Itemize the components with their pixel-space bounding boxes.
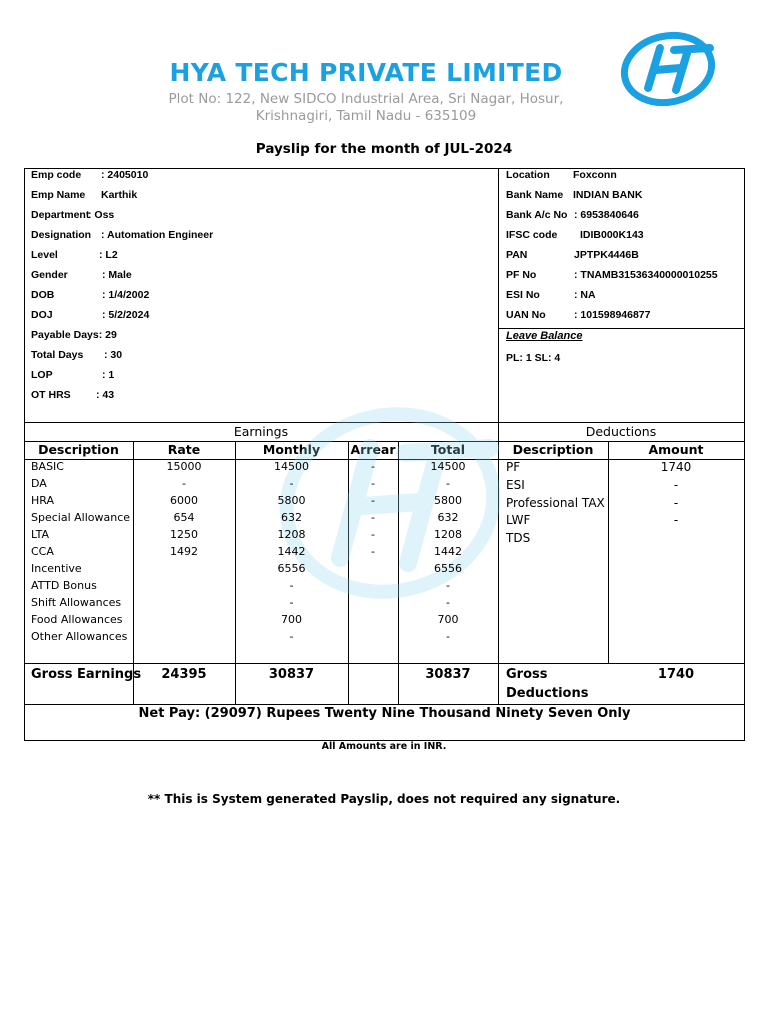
earning-total: 700 bbox=[437, 613, 459, 626]
company-address-line1: Plot No: 122, New SIDCO Industrial Area, Sri Nagar, Hosur, bbox=[168, 91, 564, 107]
earning-arrear: - bbox=[371, 494, 375, 507]
earning-arrear: - bbox=[371, 528, 375, 541]
earning-rate: 654 bbox=[173, 511, 195, 524]
col-head-amount: Amount bbox=[648, 442, 704, 457]
employee-field-value: Karthik bbox=[101, 189, 138, 201]
currency-note: All Amounts are in INR. bbox=[321, 741, 447, 752]
bank-field-label: ESI No bbox=[506, 289, 540, 301]
deduction-amount: 1740 bbox=[660, 460, 692, 474]
bank-field-label: PF No bbox=[506, 269, 537, 281]
leave-balance-values: PL: 1 SL: 4 bbox=[506, 352, 561, 364]
earning-monthly: - bbox=[289, 630, 294, 643]
earning-description: BASIC bbox=[31, 460, 64, 473]
bank-field-label: Bank A/c No bbox=[506, 209, 568, 221]
deduction-amount: - bbox=[673, 495, 679, 510]
bank-field-value: IDIB000K143 bbox=[580, 229, 644, 241]
earning-total: 5800 bbox=[434, 494, 462, 507]
deduction-description: Professional TAX bbox=[506, 495, 605, 510]
gross-earnings-label: Gross Earnings bbox=[31, 667, 142, 682]
col-head-monthly: Monthly bbox=[262, 442, 321, 457]
deduction-description: LWF bbox=[506, 513, 531, 528]
employee-field-value: : 30 bbox=[104, 349, 123, 361]
earning-rate: 6000 bbox=[170, 494, 198, 507]
gross-deductions-label-line1: Gross bbox=[506, 667, 548, 682]
earning-arrear: - bbox=[371, 511, 375, 524]
grand-total: 30837 bbox=[425, 667, 471, 682]
earning-rate: 1492 bbox=[170, 545, 198, 558]
earning-monthly: - bbox=[289, 596, 294, 609]
company-address-line2: Krishnagiri, Tamil Nadu - 635109 bbox=[255, 108, 477, 124]
deduction-description: PF bbox=[506, 460, 521, 474]
earning-monthly: 1442 bbox=[277, 545, 306, 558]
rate-total: 24395 bbox=[161, 667, 207, 682]
earning-arrear: - bbox=[371, 460, 375, 473]
leave-balance-heading: Leave Balance bbox=[506, 330, 583, 342]
employee-field-value: : Oss bbox=[88, 209, 115, 221]
deduction-amount: - bbox=[673, 513, 679, 528]
employee-field-label: LOP bbox=[31, 369, 53, 381]
employee-field-label: Gender bbox=[31, 269, 68, 281]
deductions-heading: Deductions bbox=[585, 424, 657, 439]
bank-field-label: PAN bbox=[506, 249, 528, 261]
bank-field-label: IFSC code bbox=[506, 229, 558, 241]
earning-description: Other Allowances bbox=[31, 630, 128, 643]
employee-field-value: : L2 bbox=[99, 249, 118, 261]
employee-field-label: DOB bbox=[31, 289, 55, 301]
employee-field-value: : 1 bbox=[102, 369, 115, 381]
bank-field-label: Bank Name bbox=[506, 189, 564, 201]
earning-description: Food Allowances bbox=[31, 613, 123, 626]
employee-field-value: : 1/4/2002 bbox=[102, 289, 150, 301]
earning-description: LTA bbox=[31, 528, 50, 541]
earning-total: - bbox=[446, 630, 450, 643]
earning-monthly: 632 bbox=[281, 511, 302, 524]
earning-monthly: 5800 bbox=[277, 494, 306, 507]
col-head-rate: Rate bbox=[167, 442, 201, 457]
table-border-right bbox=[744, 168, 745, 741]
earning-description: HRA bbox=[31, 494, 54, 507]
earning-total: - bbox=[446, 477, 450, 490]
earning-description: Special Allowance bbox=[31, 511, 131, 524]
deductions-total: 1740 bbox=[657, 667, 695, 682]
col-head-description: Description bbox=[38, 442, 119, 457]
earnings-heading: Earnings bbox=[233, 424, 289, 439]
earning-arrear: - bbox=[371, 477, 375, 490]
divider-netpay-top bbox=[24, 704, 745, 705]
earning-monthly: 700 bbox=[281, 613, 302, 626]
employee-field-value: : Automation Engineer bbox=[101, 229, 214, 241]
net-pay: Net Pay: (29097) Rupees Twenty Nine Thousand Ninety Seven Only bbox=[138, 706, 631, 721]
bank-field-value: Foxconn bbox=[573, 169, 617, 181]
employee-field-value: : 43 bbox=[96, 389, 115, 401]
earning-monthly: - bbox=[289, 477, 294, 490]
company-name: HYA TECH PRIVATE LIMITED bbox=[169, 58, 563, 87]
bank-field-label: Location bbox=[506, 169, 550, 181]
bank-field-label: UAN No bbox=[506, 309, 546, 321]
gross-deductions-label-line2: Deductions bbox=[506, 686, 589, 701]
deduction-description: ESI bbox=[506, 477, 525, 492]
col-head-ded-description: Description bbox=[512, 442, 594, 457]
employee-field-label: Level bbox=[31, 249, 58, 261]
bank-field-value: : 101598946877 bbox=[574, 309, 651, 321]
footer-note: ** This is System generated Payslip, does not required any signature. bbox=[147, 792, 621, 806]
earning-total: 632 bbox=[437, 511, 459, 524]
col-divider-amount bbox=[608, 441, 609, 663]
earning-description: Incentive bbox=[31, 562, 82, 575]
employee-field-label: Total Days bbox=[31, 349, 84, 361]
employee-field-value: : 5/2/2024 bbox=[102, 309, 150, 321]
employee-field-label: DOJ bbox=[31, 309, 53, 321]
deduction-amount: - bbox=[673, 477, 679, 492]
earning-monthly: 14500 bbox=[274, 460, 309, 473]
col-head-total: Total bbox=[430, 442, 466, 457]
employee-field-label: Emp Name bbox=[31, 189, 86, 201]
employee-field-label: Emp code bbox=[31, 169, 82, 181]
earning-description: Shift Allowances bbox=[31, 596, 122, 609]
deduction-description: TDS bbox=[506, 531, 531, 546]
earning-rate: - bbox=[182, 477, 186, 490]
bank-field-value: : 6953840646 bbox=[574, 209, 639, 221]
earning-description: DA bbox=[31, 477, 47, 490]
earning-rate: 15000 bbox=[166, 460, 202, 473]
bank-field-value: : NA bbox=[574, 289, 596, 301]
bank-field-value: : TNAMB31536340000010255 bbox=[574, 269, 718, 281]
divider-leave bbox=[498, 328, 745, 329]
bank-field-value: INDIAN BANK bbox=[573, 189, 643, 201]
earning-arrear: - bbox=[371, 545, 375, 558]
earning-total: - bbox=[446, 596, 450, 609]
employee-field-label: OT HRS bbox=[31, 389, 71, 401]
earning-total: - bbox=[446, 579, 450, 592]
monthly-total: 30837 bbox=[268, 667, 315, 682]
employee-field-label: Payable Days: 29 bbox=[31, 329, 117, 341]
earning-total: 14500 bbox=[430, 460, 466, 473]
earning-description: ATTD Bonus bbox=[31, 579, 97, 592]
employee-field-label: Designation bbox=[31, 229, 92, 241]
earning-description: CCA bbox=[31, 545, 54, 558]
employee-field-label: Department bbox=[31, 209, 90, 221]
earning-monthly: 1208 bbox=[277, 528, 306, 541]
earning-total: 1442 bbox=[434, 545, 462, 558]
employee-field-value: : Male bbox=[102, 269, 132, 281]
earning-monthly: - bbox=[289, 579, 294, 592]
bank-field-value: JPTPK4446B bbox=[574, 249, 639, 261]
company-logo bbox=[618, 28, 718, 110]
payslip-title: Payslip for the month of JUL-2024 bbox=[255, 141, 513, 157]
earning-total: 6556 bbox=[434, 562, 462, 575]
col-head-arrear: Arrear bbox=[350, 442, 396, 457]
earning-rate: 1250 bbox=[170, 528, 198, 541]
employee-field-value: : 2405010 bbox=[101, 169, 149, 181]
earning-total: 1208 bbox=[434, 528, 462, 541]
earning-monthly: 6556 bbox=[277, 562, 306, 575]
